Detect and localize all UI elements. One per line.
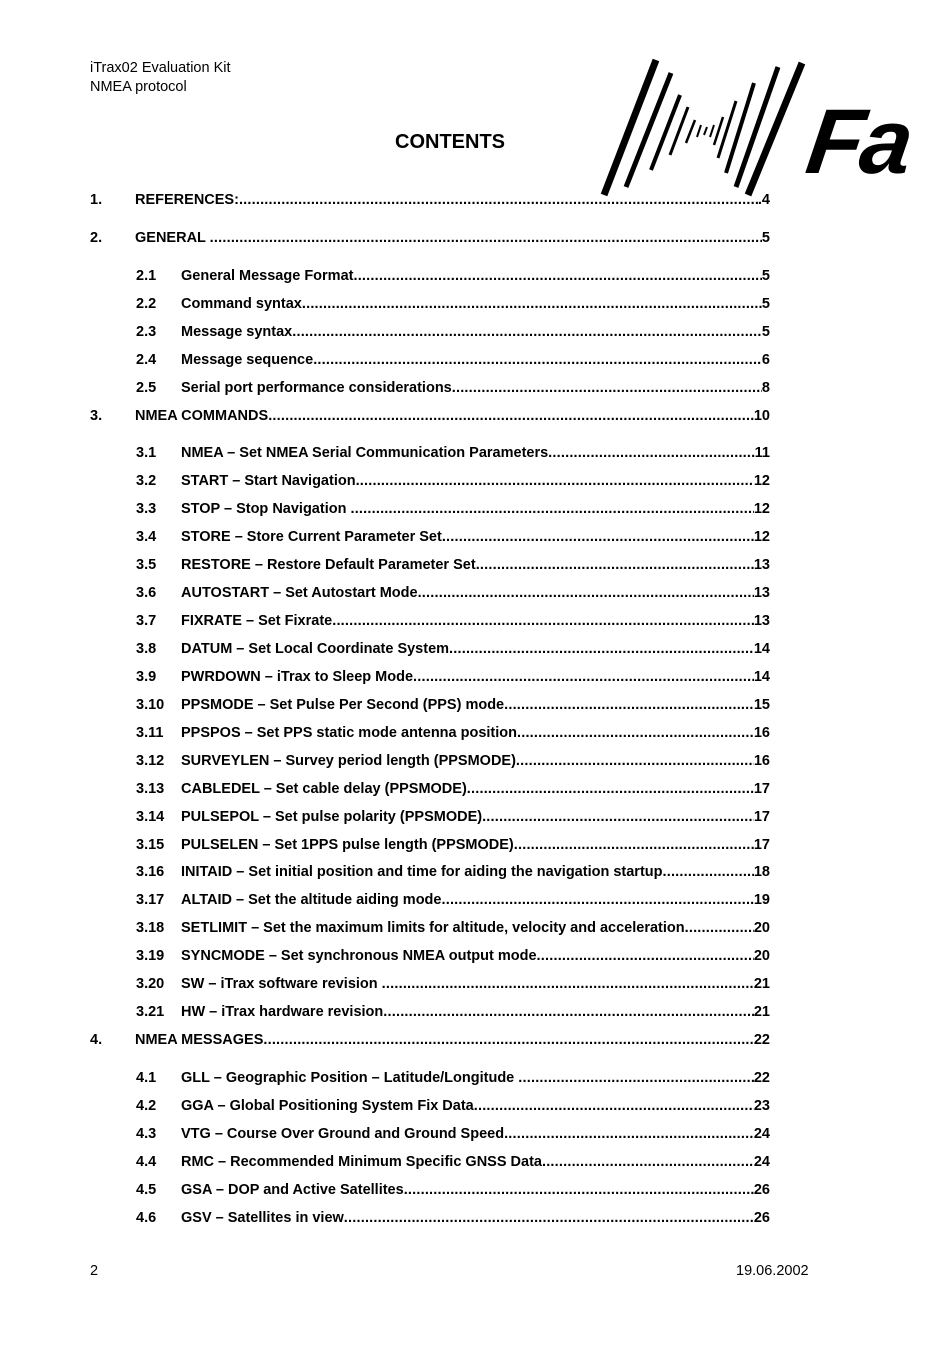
toc-entry-page: 13	[753, 613, 770, 629]
toc-entry[interactable]	[90, 1030, 770, 1050]
toc-entry[interactable]	[136, 862, 770, 882]
toc-entry-number: 2.2	[136, 296, 157, 312]
toc-entry-leader	[350, 499, 753, 519]
toc-entry-leader	[537, 946, 754, 966]
toc-entry-number: 4.	[90, 1032, 103, 1048]
toc-entry-leader	[442, 527, 754, 547]
toc-entry-leader	[514, 835, 754, 855]
toc-entry-number: 2.3	[136, 324, 157, 340]
footer-page-number: 2	[90, 1263, 99, 1279]
toc-entry-number: 3.17	[136, 892, 165, 908]
toc-entry-page: 5	[761, 268, 770, 284]
toc-entry-title: SW – iTrax software revision	[181, 976, 382, 992]
toc-entry-title: START – Start Navigation	[181, 473, 356, 489]
toc-entry-leader	[542, 1152, 754, 1172]
toc-entry-number: 2.4	[136, 352, 157, 368]
toc-entry-leader	[353, 266, 761, 286]
toc-entry[interactable]	[136, 751, 770, 771]
footer-date: 19.06.2002	[736, 1263, 809, 1279]
toc-entry[interactable]	[136, 667, 770, 687]
toc-entry-leader	[504, 1124, 754, 1144]
toc-entry-title: SURVEYLEN – Survey period length (PPSMODE)	[181, 753, 516, 769]
header-subtitle: NMEA protocol	[90, 79, 187, 95]
toc-entry-page: 17	[753, 837, 770, 853]
toc-entry-number: 3.11	[136, 725, 164, 741]
toc-entry-number: 3.5	[136, 557, 157, 573]
toc-entry-page: 5	[761, 230, 770, 246]
toc-entry[interactable]	[136, 322, 770, 342]
toc-entry-title: DATUM – Set Local Coordinate System	[181, 641, 450, 657]
toc-entry[interactable]	[136, 294, 770, 314]
toc-entry[interactable]	[136, 835, 770, 855]
toc-entry-title: ALTAID – Set the altitude aiding mode	[181, 892, 442, 908]
toc-entry-title: INITAID – Set initial position and time for aiding the navigation startup	[181, 864, 663, 880]
toc-entry-page: 20	[753, 920, 770, 936]
toc-entry-number: 3.2	[136, 473, 157, 489]
toc-entry[interactable]	[136, 974, 770, 994]
toc-entry[interactable]	[136, 1096, 770, 1116]
toc-entry-page: 14	[753, 641, 770, 657]
toc-entry-page: .4	[757, 192, 770, 208]
toc-entry-title: NMEA COMMANDS	[135, 408, 269, 424]
document-header	[90, 59, 231, 97]
toc-entry-page: 21	[753, 1004, 770, 1020]
toc-entry-page: 17	[753, 809, 770, 825]
toc-entry[interactable]	[136, 890, 770, 910]
toc-entry[interactable]	[136, 779, 770, 799]
toc-entry-leader	[662, 862, 753, 882]
toc-entry-page: 8	[761, 380, 770, 396]
toc-entry-page: 22	[753, 1032, 770, 1048]
toc-entry-page: 22	[753, 1070, 770, 1086]
toc-entry-page: 26	[753, 1182, 770, 1198]
toc-entry-leader	[516, 751, 754, 771]
toc-entry[interactable]	[136, 1002, 770, 1022]
toc-entry[interactable]	[136, 555, 770, 575]
toc-entry-leader	[685, 918, 754, 938]
toc-entry[interactable]	[136, 1180, 770, 1200]
toc-entry[interactable]	[136, 350, 770, 370]
toc-entry-page: 18	[753, 864, 770, 880]
toc-entry-leader	[263, 1030, 753, 1050]
toc-entry[interactable]	[136, 443, 770, 463]
toc-entry-page: 6	[761, 352, 770, 368]
toc-entry-title: HW – iTrax hardware revision	[181, 1004, 384, 1020]
toc-entry-leader	[504, 695, 754, 715]
toc-entry-page: 16	[753, 725, 770, 741]
toc-entry-page: 19	[753, 892, 770, 908]
toc-entry-title: RMC – Recommended Minimum Specific GNSS Data	[181, 1154, 542, 1170]
toc-entry[interactable]	[136, 918, 770, 938]
toc-entry-number: 2.	[90, 230, 103, 246]
toc-entry-leader	[268, 406, 754, 426]
toc-entry-leader	[382, 974, 754, 994]
toc-entry[interactable]	[136, 527, 770, 547]
toc-entry-page: 14	[753, 669, 770, 685]
toc-entry-number: 3.3	[136, 501, 157, 517]
toc-entry-title: PULSELEN – Set 1PPS pulse length (PPSMODE)	[181, 837, 514, 853]
toc-entry-title: PPSMODE – Set Pulse Per Second (PPS) mode	[181, 697, 505, 713]
toc-entry[interactable]	[136, 639, 770, 659]
toc-entry-leader	[482, 807, 754, 827]
toc-entry-number: 3.21	[136, 1004, 165, 1020]
toc-entry-title: AUTOSTART – Set Autostart Mode	[181, 585, 418, 601]
toc-entry-title: CABLEDEL – Set cable delay (PPSMODE)	[181, 781, 467, 797]
toc-entry-page: 24	[753, 1154, 770, 1170]
toc-entry-title: NMEA MESSAGES	[135, 1032, 264, 1048]
toc-entry-leader	[383, 1002, 754, 1022]
toc-entry-leader	[518, 1068, 754, 1088]
toc-entry[interactable]	[90, 190, 770, 210]
toc-entry-number: 3.19	[136, 948, 165, 964]
toc-entry[interactable]	[136, 1208, 770, 1228]
toc-entry-leader	[313, 350, 762, 370]
toc-entry[interactable]	[136, 266, 770, 286]
toc-entry-number: 4.2	[136, 1098, 157, 1114]
toc-entry-leader	[413, 667, 754, 687]
toc-entry[interactable]	[90, 228, 770, 248]
toc-entry-page: 26	[753, 1210, 770, 1226]
toc-entry[interactable]	[136, 1124, 770, 1144]
toc-entry-page: 5	[761, 296, 770, 312]
toc-entry-leader	[474, 1096, 754, 1116]
toc-entry-title: GLL – Geographic Position – Latitude/Longitude	[181, 1070, 519, 1086]
toc-entry-number: 3.10	[136, 697, 165, 713]
toc-entry-leader	[476, 555, 754, 575]
toc-entry-page: 12	[753, 529, 770, 545]
toc-entry-number: 4.1	[136, 1070, 157, 1086]
page-title: CONTENTS	[395, 131, 505, 153]
toc-entry-number: 3.14	[136, 809, 165, 825]
toc-entry[interactable]	[136, 723, 770, 743]
toc-entry[interactable]	[136, 807, 770, 827]
toc-entry-page: 11	[754, 445, 770, 461]
toc-entry-page: 21	[753, 976, 770, 992]
toc-entry[interactable]	[90, 406, 770, 426]
toc-entry-title: PULSEPOL – Set pulse polarity (PPSMODE)	[181, 809, 483, 825]
toc-entry-title: FIXRATE – Set Fixrate	[181, 613, 333, 629]
toc-entry-page: 12	[753, 501, 770, 517]
toc-entry-page: 10	[753, 408, 770, 424]
toc-entry-title: VTG – Course Over Ground and Ground Speed	[181, 1126, 505, 1142]
toc-entry-page: 15	[753, 697, 770, 713]
toc-entry-number: 3.7	[136, 613, 157, 629]
toc-entry[interactable]	[136, 471, 770, 491]
toc-entry-page: 13	[753, 585, 770, 601]
toc-entry-leader	[239, 190, 758, 210]
toc-entry-page: 17	[753, 781, 770, 797]
toc-entry-page: 23	[753, 1098, 770, 1114]
toc-entry-number: 2.1	[136, 268, 157, 284]
toc-entry[interactable]	[136, 695, 770, 715]
toc-entry-title: NMEA – Set NMEA Serial Communication Parameters	[181, 445, 549, 461]
toc-entry-number: 4.5	[136, 1182, 157, 1198]
toc-entry-leader	[356, 471, 754, 491]
toc-entry-leader	[302, 294, 762, 314]
toc-entry-leader	[452, 378, 762, 398]
toc-entry-leader	[517, 723, 754, 743]
toc-entry-leader	[418, 583, 754, 603]
toc-entry-number: 3.1	[136, 445, 157, 461]
toc-entry-number: 3.8	[136, 641, 157, 657]
toc-entry-title: SYNCMODE – Set synchronous NMEA output mode	[181, 948, 537, 964]
toc-entry-title: RESTORE – Restore Default Parameter Set	[181, 557, 476, 573]
toc-entry[interactable]	[136, 1152, 770, 1172]
toc-entry-number: 3.15	[136, 837, 165, 853]
toc-entry-number: 3.6	[136, 585, 157, 601]
toc-entry-title: GGA – Global Positioning System Fix Data	[181, 1098, 474, 1114]
company-logo-text: Fa	[800, 91, 917, 193]
toc-entry-title: PPSPOS – Set PPS static mode antenna position	[181, 725, 517, 741]
toc-entry-title: GENERAL	[135, 230, 210, 246]
toc-entry-leader	[441, 890, 753, 910]
toc-entry-number: 3.4	[136, 529, 157, 545]
toc-entry-leader	[210, 228, 762, 248]
toc-entry-title: General Message Format	[181, 268, 354, 284]
toc-entry-title: Command syntax	[181, 296, 302, 312]
toc-entry[interactable]	[136, 378, 770, 398]
toc-entry-page: 13	[753, 557, 770, 573]
toc-entry[interactable]	[136, 611, 770, 631]
toc-entry-page: 5	[761, 324, 770, 340]
toc-entry-number: 2.5	[136, 380, 157, 396]
toc-entry-title: STOP – Stop Navigation	[181, 501, 351, 517]
toc-entry-leader	[548, 443, 754, 463]
toc-entry-title: Serial port performance considerations	[181, 380, 452, 396]
toc-entry-leader	[467, 779, 754, 799]
toc-entry-page: 24	[753, 1126, 770, 1142]
toc-entry-title: STORE – Store Current Parameter Set	[181, 529, 442, 545]
toc-entry-number: 3.20	[136, 976, 165, 992]
toc-entry-number: 3.9	[136, 669, 157, 685]
toc-entry-title: Message syntax	[181, 324, 293, 340]
toc-entry-number: 3.12	[136, 753, 165, 769]
toc-entry[interactable]	[136, 946, 770, 966]
toc-entry-page: 16	[753, 753, 770, 769]
toc-entry-number: 1.	[90, 192, 103, 208]
toc-entry-title: GSV – Satellites in view	[181, 1210, 344, 1226]
toc-entry-number: 4.4	[136, 1154, 157, 1170]
toc-entry-page: 20	[753, 948, 770, 964]
toc-entry-title: SETLIMIT – Set the maximum limits for altitude, velocity and acceleration	[181, 920, 685, 936]
toc-entry[interactable]	[136, 583, 770, 603]
toc-entry[interactable]	[136, 1068, 770, 1088]
toc-entry-number: 4.3	[136, 1126, 157, 1142]
toc-entry-page: 12	[753, 473, 770, 489]
header-product: iTrax02 Evaluation Kit	[90, 60, 231, 76]
toc-entry-leader	[344, 1208, 754, 1228]
toc-entry-leader	[404, 1180, 754, 1200]
toc-entry-number: 3.18	[136, 920, 165, 936]
toc-entry-leader	[292, 322, 762, 342]
toc-entry-title: GSA – DOP and Active Satellites	[181, 1182, 404, 1198]
toc-entry-title: REFERENCES:	[135, 192, 239, 208]
toc-entry-title: Message sequence	[181, 352, 314, 368]
toc-entry[interactable]	[136, 499, 770, 519]
toc-entry-leader	[449, 639, 754, 659]
toc-entry-title: PWRDOWN – iTrax to Sleep Mode	[181, 669, 414, 685]
toc-entry-number: 3.13	[136, 781, 165, 797]
toc-entry-leader	[332, 611, 754, 631]
toc-entry-number: 3.	[90, 408, 103, 424]
toc-entry-number: 3.16	[136, 864, 165, 880]
toc-entry-number: 4.6	[136, 1210, 157, 1226]
